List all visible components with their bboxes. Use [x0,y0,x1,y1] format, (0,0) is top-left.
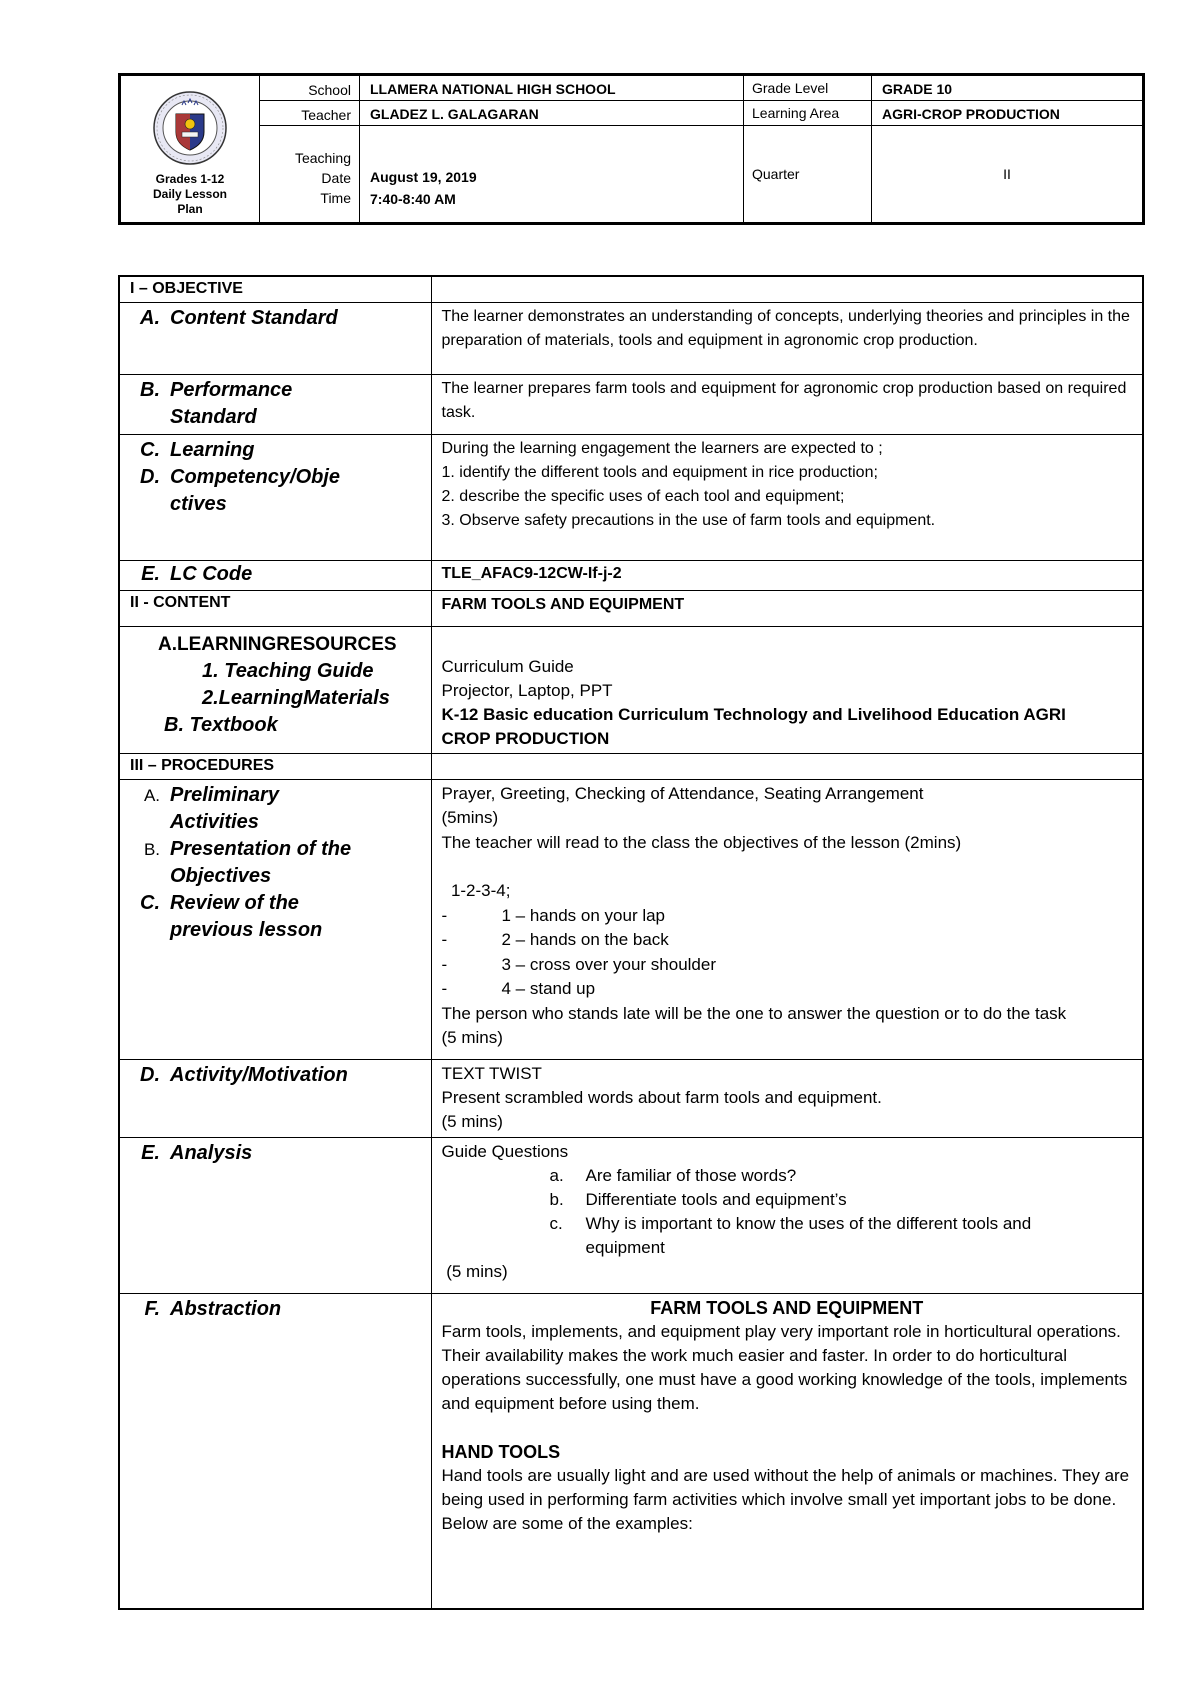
teaching-guide-label: 1. Teaching Guide [202,659,374,682]
label-line: ctives [170,492,227,515]
lc-code-value: TLE_AFAC9-12CW-If-j-2 [431,560,1143,590]
item-label: Abstraction [170,1297,282,1320]
learning-materials-label: 2.LearningMaterials [202,686,390,709]
guide-question [442,1188,1133,1212]
preliminary-activities-label [119,779,431,1059]
question-marker: a. [549,1165,564,1185]
deped-seal-logo [152,90,228,166]
activity-line: Present scrambled words about farm tools and equipment. [441,1087,882,1107]
game-item-text: 4 – stand up [501,979,596,998]
content-standard-label [119,302,431,374]
analysis-label [119,1137,431,1293]
item-label [170,782,425,836]
grades-caption [121,172,259,217]
item-marker: D. [140,1063,160,1086]
learning-materials-value: Projector, Laptop, PPT [441,680,613,700]
content-value: FARM TOOLS AND EQUIPMENT [431,590,1143,626]
textbook-value-line: CROP PRODUCTION [441,728,610,748]
teaching-label-line: Time [320,190,351,206]
procedures-heading: III – PROCEDURES [119,753,431,779]
activity-motivation-text [431,1059,1143,1137]
teacher-value: GLADEZ L. GALAGARAN [360,101,744,126]
learning-resources-label [119,626,431,753]
activity-line: (5 mins) [441,1111,503,1131]
abstraction-paragraph: Hand tools are usually light and are used without the help of animals or machines. They are being used in performing farm activities which involve small yet important jobs to be done. Below are some of the examples: [441,1465,1130,1533]
preliminary-activities-text [431,779,1143,1059]
item-marker: C. [140,438,160,461]
label-line: Objectives [170,864,272,887]
hand-tools-heading: HAND TOOLS [441,1441,561,1462]
date-time-value [360,126,744,224]
learning-resources-values [431,626,1143,753]
performance-standard-text: The learner prepares farm tools and equipment for agronomic crop production based on required task. [431,374,1143,434]
performance-standard-label [119,374,431,434]
quarter-label: Quarter [744,126,872,224]
game-item-text: 2 – hands on the back [501,930,669,949]
grade-level-label: Grade Level [744,75,872,101]
label-line: Competency/Obje [170,465,341,488]
activity-motivation-label [119,1059,431,1137]
item-label [170,464,425,518]
teaching-label-line: Date [321,170,351,186]
label-line: Presentation of the [170,837,352,860]
learning-resources-heading: A.LEARNINGRESOURCES [158,633,397,655]
item-label [170,836,425,890]
label-line: Standard [170,405,257,428]
lesson-plan-table [118,275,1144,1610]
item-marker: F. [144,1297,160,1320]
guide-question [442,1212,1133,1260]
analysis-time: (5 mins) [441,1261,508,1281]
label-line: previous lesson [170,918,323,941]
game-item [442,953,1133,978]
question-text: Are familiar of those words? [585,1165,797,1185]
item-label [170,890,425,944]
label-line: Activities [170,810,259,833]
item-marker: D. [140,465,160,488]
item-marker: E. [141,562,160,585]
grades-caption-line: Grades 1-12 [155,172,225,186]
question-text: Differentiate tools and equipment’s [585,1189,847,1209]
grades-caption-line: Plan [177,202,203,216]
question-text: Why is important to know the uses of the different tools and equipment [585,1213,1032,1257]
procedures-heading-blank [431,753,1143,779]
game-item-text: 3 – cross over your shoulder [501,954,716,974]
item-marker: B. [143,839,160,859]
preliminary-closing: The person who stands late will be the one to answer the question or to do the task [441,1003,1067,1023]
game-item [442,904,1133,929]
abstraction-label [119,1293,431,1609]
item-label: Learning [170,438,255,461]
analysis-text [431,1137,1143,1293]
objective-heading-blank [431,276,1143,302]
preliminary-line: (5mins) [441,808,499,827]
label-line: Performance [170,378,293,401]
teaching-date-time-label [260,126,360,224]
item-label: Analysis [170,1141,253,1164]
competency-item: 2. describe the specific uses of each tool and equipment; [441,487,845,505]
dash-marker: - [441,930,448,949]
teaching-guide-value: Curriculum Guide [441,656,574,676]
preliminary-line: The teacher will read to the class the objectives of the lesson (2mins) [441,832,962,852]
date-value: August 19, 2019 [370,169,477,185]
learning-area-value: AGRI-CROP PRODUCTION [872,101,1144,126]
item-label: LC Code [170,562,253,585]
item-marker: A. [143,785,160,805]
grade-level-value: GRADE 10 [872,75,1144,101]
dash-marker: - [441,905,448,925]
learning-competency-text [431,434,1143,560]
game-item-text: 1 – hands on your lap [501,905,666,925]
header-table [118,73,1145,225]
item-marker: E. [141,1141,160,1164]
spacer [442,855,1133,879]
guide-questions-intro: Guide Questions [441,1141,569,1161]
lc-code-label [119,560,431,590]
question-marker: b. [549,1189,564,1209]
competency-intro: During the learning engagement the learners are expected to ; [441,439,883,457]
dash-marker: - [441,954,448,974]
label-line: Preliminary [170,783,279,806]
textbook-value-line: K-12 Basic education Curriculum Technology and Livelihood Education AGRI [441,704,1066,724]
teacher-label: Teacher [260,101,360,126]
school-label: School [260,75,360,101]
learning-area-label: Learning Area [744,101,872,126]
learning-competency-label [119,434,431,560]
competency-item: 3. Observe safety precautions in the use of farm tools and equipment. [441,511,936,529]
school-value: LLAMERA NATIONAL HIGH SCHOOL [360,75,744,101]
guide-question [442,1164,1133,1188]
abstraction-title: FARM TOOLS AND EQUIPMENT [650,1297,924,1318]
game-item [442,977,1133,1002]
item-label [170,377,425,431]
preliminary-line: Prayer, Greeting, Checking of Attendance, Seating Arrangement [441,783,924,803]
item-marker: C. [140,891,160,914]
item-label: Content Standard [170,306,338,329]
competency-item: 1. identify the different tools and equipment in rice production; [441,463,878,481]
grades-caption-line: Daily Lesson [152,187,228,201]
quarter-value: II [872,126,1144,224]
game-title: 1-2-3-4; [441,881,511,900]
dash-marker: - [441,979,448,998]
item-marker: A. [140,306,160,329]
content-standard-text: The learner demonstrates an understanding of concepts, underlying theories and principles in the preparation of materials, tools and equipment in agronomic crop production. [431,302,1143,374]
item-marker: B. [140,378,160,401]
activity-line: TEXT TWIST [441,1063,542,1083]
textbook-label: B. Textbook [164,713,278,736]
item-label: Activity/Motivation [170,1063,348,1086]
objective-heading: I – OBJECTIVE [119,276,431,302]
abstraction-paragraph: Farm tools, implements, and equipment play very important role in horticultural operations. Their availability makes the work much easier and faster. In order to do horticultural operations successfully, one must have a good working knowledge of the tools, implements and equipment before using them. [441,1321,1128,1413]
logo-cell [120,75,260,224]
time-value: 7:40-8:40 AM [370,191,456,207]
abstraction-text [431,1293,1143,1609]
game-item [442,928,1133,953]
question-marker: c. [549,1213,563,1233]
spacer [442,1416,1133,1440]
content-heading: II - CONTENT [119,590,431,626]
label-line: Review of the [170,891,299,914]
preliminary-closing-time: (5 mins) [441,1028,503,1047]
teaching-label-line: Teaching [294,150,351,166]
